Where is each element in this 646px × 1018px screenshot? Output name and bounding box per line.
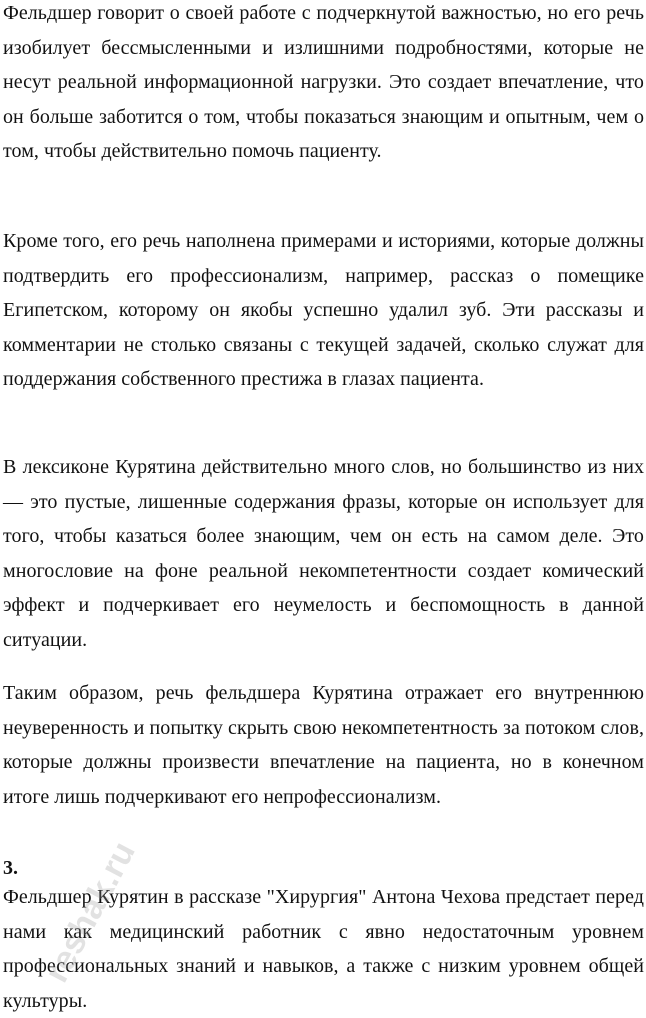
paragraph-2: Кроме того, его речь наполнена примерами и историями, которые должны подтвердить его профессионализм, например, рассказ о помещике Египетском, которому он якобы успешно удалил зуб. Эти рассказы и комментарии не столько связаны с текущей задачей, сколько служат для поддержания собственного престижа в глазах пациента. — [3, 230, 644, 391]
paragraph-3: В лексиконе Курятина действительно много слов, но большинство из них — это пустые, лишенные содержания фразы, которые он использует для того, чтобы казаться более знающим, чем он есть на самом деле. Это многословие на фоне реальной некомпетентности создает комический эффект и подчеркивает его неумелость и беспомощность в данной ситуации. — [3, 456, 644, 651]
paragraph-1: Фельдшер говорит о своей работе с подчеркнутой важностью, но его речь изобилует бессмысленными и излишними подробностями, которые не несут реальной информационной нагрузки. Это создает впечатление, что он больше заботится о том, чтобы показаться знающим и опытным, чем о том, чтобы действительно помочь пациенту. — [3, 2, 644, 163]
section-paragraph: Фельдшер Курятин в рассказе "Хирургия" Антона Чехова предстает перед нами как медицинский работник с явно недостаточным уровнем профессиональных знаний и навыков, а также с низким уровнем общей культуры. — [3, 886, 644, 1012]
paragraph-4: Таким образом, речь фельдшера Курятина отражает его внутреннюю неуверенность и попытку скрыть свою некомпетентность за потоком слов, которые должны произвести впечатление на пациента, но в конечном итоге лишь подчеркивают его непрофессионализм. — [3, 682, 644, 808]
section-number-heading: 3. — [3, 857, 18, 879]
watermark-text: reshak.ru — [37, 835, 143, 989]
